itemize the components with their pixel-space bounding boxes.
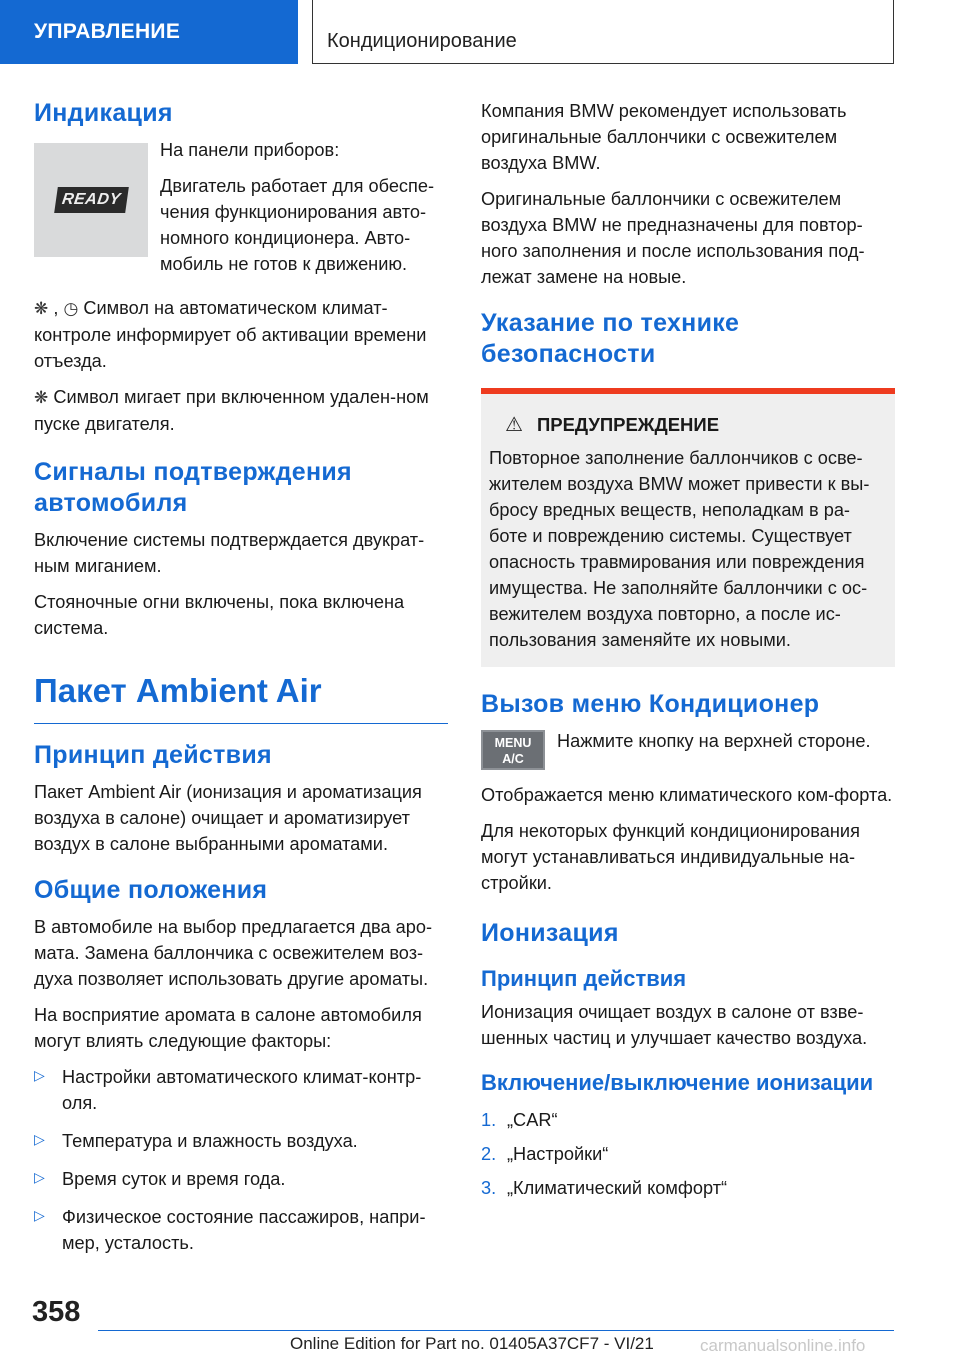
bullet-triangle-icon: ▷ (34, 1131, 45, 1148)
bullet-triangle-icon: ▷ (34, 1067, 45, 1084)
footer-divider (98, 1330, 894, 1331)
clock-symbol-icon: ◷ (63, 299, 79, 319)
ion-principle-text: Ионизация очищает воздух в салоне от взве-шенных частиц и улучшает качество воздуха. (481, 1002, 868, 1048)
bullet-triangle-icon: ▷ (34, 1207, 45, 1224)
list-item: 1. „CAR“ (481, 1110, 558, 1130)
warning-text: Повторное заполнение баллончиков с осве-жителем воздуха BMW может привести к вы-бросу вредных веществ, неполадкам в ра-боте и повреждению системы. Существует опасность травмирования или повреждения имущества. Не заполняйте баллончики с ос-вежителем воздуха повторно, а после ис-пользования заменяйте их новыми. (489, 448, 870, 650)
warning-box (481, 388, 895, 667)
ready-badge: READY (54, 187, 128, 213)
edition-info: Online Edition for Part no. 01405A37CF7 - VI/21 (290, 1334, 654, 1353)
general-p1: В автомобиле на выбор предлагается два аро-мата. Замена баллончика с освежителем воз-духа позволяет использовать другие ароматы. (34, 917, 433, 990)
indication-p3-text: Символ на автоматическом климат-контроле информирует об активации времени отъезда. (34, 298, 427, 372)
heading-safety: Указание по технике безопасности (481, 309, 740, 368)
menu-ac-button-icon: MENU A/C (481, 730, 545, 770)
factor-list (34, 1064, 448, 1256)
indication-p1: На панели приборов: (160, 140, 340, 160)
general-p2: На восприятие аромата в салоне автомобиля могут влиять следующие факторы: (34, 1005, 422, 1052)
heading-menu: Вызов меню Кондиционер (481, 690, 820, 718)
warning-triangle-icon: ⚠ (505, 414, 523, 436)
indication-p3 (34, 295, 448, 374)
menu-p3: Для некоторых функций кондиционирования могут устанавливаться индивидуальные на-стройки. (481, 821, 860, 893)
steps-list (481, 1107, 895, 1201)
bullet-triangle-icon: ▷ (34, 1169, 45, 1186)
fan-symbol-icon: ❋ (34, 388, 49, 408)
heading-ambient-air: Пакет Ambient Air (34, 671, 448, 724)
list-item: 3. „Климатический комфорт“ (481, 1178, 728, 1198)
signals-p1: Включение системы подтверждается двукрат-ным миганием. (34, 530, 425, 577)
warning-title: ⚠ ПРЕДУПРЕЖДЕНИЕ (505, 413, 720, 436)
heading-general: Общие положения (34, 876, 268, 905)
chapter-title: Кондиционирование (312, 0, 894, 64)
menu-p1: Нажмите кнопку на верхней стороне. (557, 731, 871, 751)
menu-p2: Отображается меню климатического ком-форта. (481, 785, 893, 805)
heading-ionization: Ионизация (481, 919, 619, 947)
ambient-principle-text: Пакет Ambient Air (ионизация и ароматизация воздуха в салоне) очищает и ароматизирует воздух в салоне выбранными ароматами. (34, 782, 422, 855)
page-number: 358 (32, 1296, 81, 1328)
signals-p2: Стояночные огни включены, пока включена система. (34, 592, 405, 639)
bmw-recommendation-p1: Компания BMW рекомендует использовать оригинальные баллончики с освежителем воздуха BMW. (481, 101, 847, 173)
indication-p4-text: Символ мигает при включенном удален-ном пуске двигателя. (34, 387, 429, 435)
list-item: ▷ Время суток и время года. (34, 1166, 448, 1192)
fan-symbol-icon: ❋ (34, 299, 49, 319)
left-column (34, 98, 448, 1268)
bmw-recommendation-p2: Оригинальные баллончики с освежителем воздуха BMW не предназначены для повтор-ного заполнения и после использования под-лежат замене на новые. (481, 189, 865, 287)
section-tab: УПРАВЛЕНИЕ (0, 0, 298, 64)
right-column (481, 98, 895, 1209)
watermark: carmanualsonline.info (700, 1336, 866, 1355)
heading-indication: Индикация (34, 99, 173, 127)
heading-signals: Сигналы подтверждения автомобиля (34, 458, 352, 518)
list-item: ▷ Физическое состояние пассажиров, напри-мер, усталость. (34, 1204, 448, 1256)
list-item: ▷ Настройки автоматического климат-контр-оля. (34, 1064, 448, 1116)
heading-ion-onoff: Включение/выключение ионизации (481, 1070, 874, 1095)
symbol-separator: , (53, 298, 59, 318)
indication-p2: Двигатель работает для обеспе-чения функционирования авто-номного кондиционера. Авто-мобиль не готов к движению. (160, 176, 435, 274)
ready-indicator-figure (34, 143, 148, 257)
heading-ion-principle: Принцип действия (481, 966, 687, 991)
list-item: 2. „Настройки“ (481, 1144, 609, 1164)
indication-p4 (34, 384, 448, 437)
heading-principle: Принцип действия (34, 741, 272, 770)
list-item: ▷ Температура и влажность воздуха. (34, 1128, 448, 1154)
